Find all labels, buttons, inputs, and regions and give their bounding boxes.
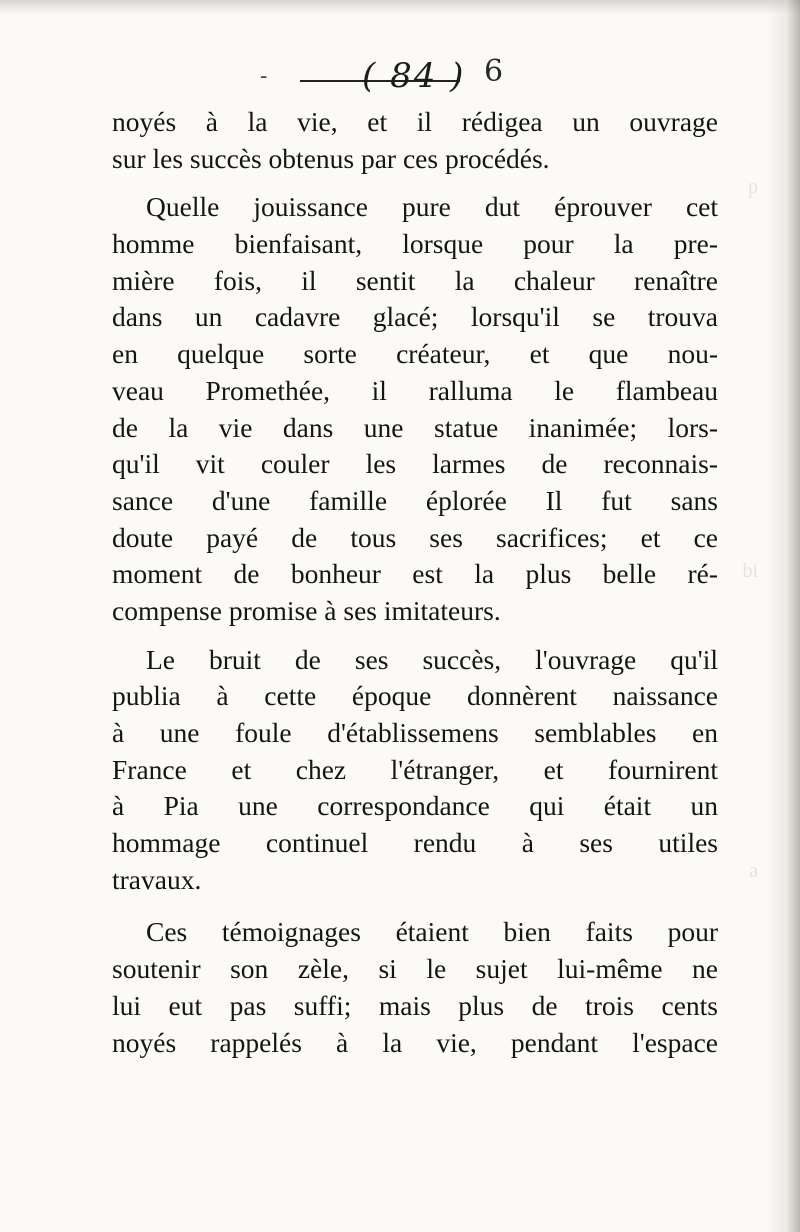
text-line: travaux. [112,863,202,895]
paragraph-4 [112,914,718,1061]
page-shadow-top [0,0,800,14]
text-line: soutenir son zèle, si le sujet lui-même ne [112,953,718,985]
text-line: noyés rappelés à la vie, pendant l'espace [112,1026,718,1058]
text-line: Quelle jouissance pure dut éprouver cet [146,191,718,223]
page-shadow-right [766,0,800,1232]
text-line: en quelque sorte créateur, et que nou- [112,338,718,370]
text-line: noyés à la vie, et il rédigea un ouvrage [112,106,718,137]
text-line: à Pia une correspondance qui était un [112,790,718,822]
text-line: moment de bonheur est la plus belle ré- [112,558,718,590]
text-line: qu'il vit couler les larmes de reconnais- [112,448,718,480]
text-line: hommage continuel rendu à ses utiles [112,827,718,859]
text-line: compense promise à ses imitateurs. [112,594,501,626]
text-line: homme bienfaisant, lorsque pour la pre- [112,228,718,260]
text-line: France et chez l'étranger, et fournirent [112,753,718,785]
body-text [112,104,718,1061]
bleed-through-text: bi [742,560,758,582]
text-line: lui eut pas suffi; mais plus de trois cents [112,989,718,1021]
text-line: veau Promethée, il ralluma le flambeau [112,374,718,406]
handwritten-mark: 6 [484,54,504,89]
text-line: à une foule d'établissemens semblables en [112,717,718,748]
text-line: sance d'une famille éplorée Il fut sans [112,484,718,516]
paragraph-1 [112,104,718,177]
text-line: Le bruit de ses succès, l'ouvrage qu'il [146,643,718,675]
bleed-through-text: a [749,860,758,882]
paragraph-2 [112,189,718,629]
text-line: dans un cadavre glacé; lorsqu'il se trouva [112,301,718,333]
text-line: Ces témoignages étaient bien faits pour [146,916,718,948]
text-line: doute payé de tous ses sacrifices; et ce [112,521,718,553]
paragraph-3 [112,642,718,899]
text-line: sur les succès obtenus par ces procédés. [112,142,550,174]
page-header [260,54,504,100]
page-number: ( 84 ) [362,56,466,96]
text-line: publia à cette époque donnèrent naissance [112,680,718,712]
bleed-through-text: p [748,176,758,198]
margin-mark: - [260,64,268,89]
text-line: mière fois, il sentit la chaleur renaître [112,264,718,296]
text-line: de la vie dans une statue inanimée; lors- [112,411,718,443]
